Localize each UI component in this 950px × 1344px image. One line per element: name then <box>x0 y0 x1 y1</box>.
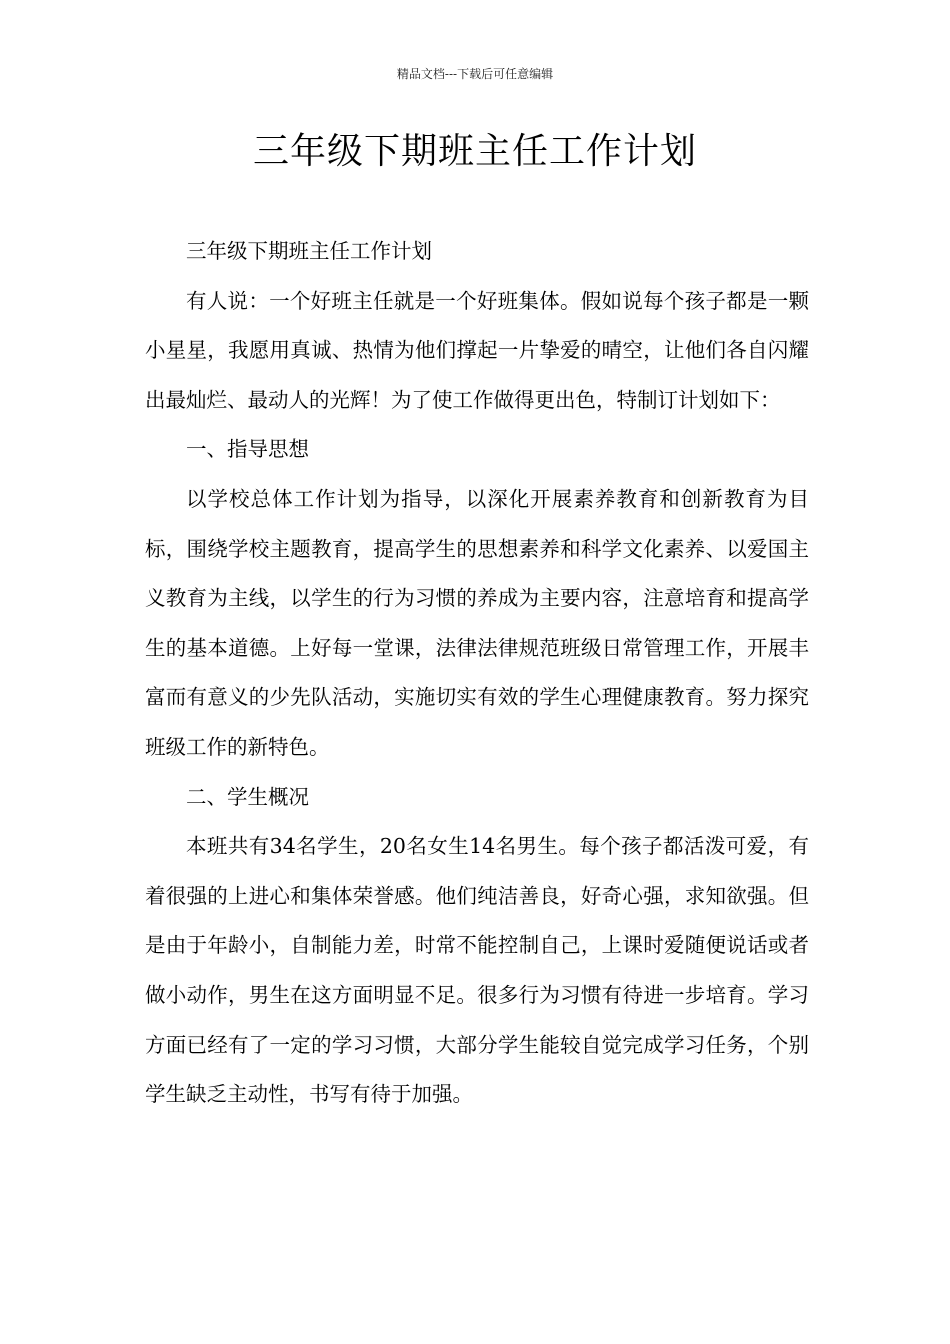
section-heading-guiding-ideology: 一、指导思想 <box>186 437 309 462</box>
page-header: 精品文档---下载后可任意编辑 <box>396 67 554 81</box>
paragraph-guiding-ideology: 以学校总体工作计划为指导，以深化开展素养教育和创新教育为目标，围绕学校主题教育，提高学生的思想素养和科学文化素养、以爱国主义教育为主线，以学生的行为习惯的养成为主要内容，注意培育和提高学生的基本道德。上好每一堂课，法律法律规范班级日常管理工作，开展丰富而有意义的少先队活动，实施切实有效的学生心理健康教育。努力探究班级工作的新特色。 <box>145 486 809 759</box>
document-body <box>145 227 809 1120</box>
section-heading-student-overview: 二、学生概况 <box>186 784 309 809</box>
document-title: 三年级下期班主任工作计划 <box>252 131 697 172</box>
paragraph-subtitle: 三年级下期班主任工作计划 <box>186 239 432 263</box>
paragraph-student-overview: 本班共有34名学生，20名女生14名男生。每个孩子都活泼可爱，有着很强的上进心和集体荣誉感。他们纯洁善良，好奇心强，求知欲强。但是由于年龄小，自制能力差，时常不能控制自己，上课时爱随便说话或者做小动作，男生在这方面明显不足。很多行为习惯有待进一步培育。学习方面已经有了一定的学习习惯，大部分学生能较自觉完成学习任务，个别学生缺乏主动性，书写有待于加强。 <box>145 834 809 1107</box>
paragraph-intro: 有人说：一个好班主任就是一个好班集体。假如说每个孩子都是一颗小星星，我愿用真诚、热情为他们撑起一片挚爱的晴空，让他们各自闪耀出最灿烂、最动人的光辉！为了使工作做得更出色，特制订计划如下： <box>145 288 809 412</box>
